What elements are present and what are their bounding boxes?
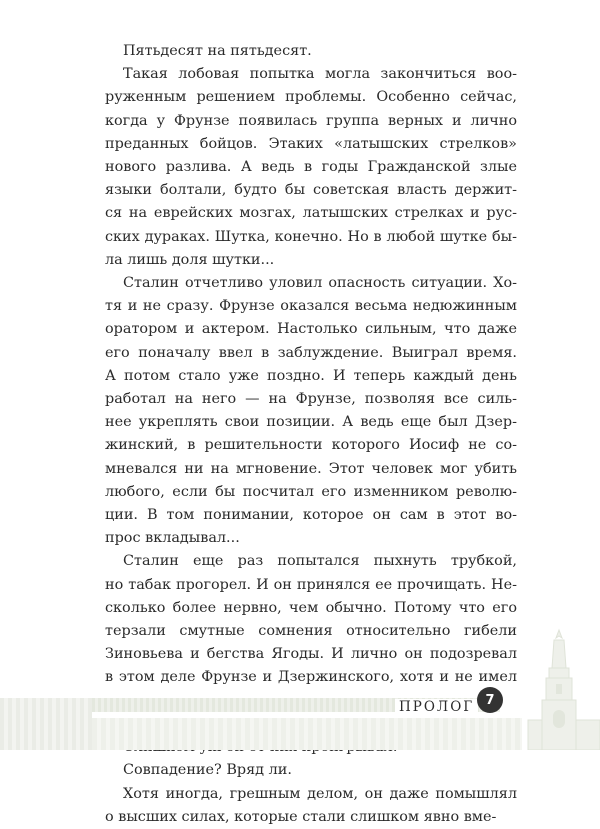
footer-ornament-left bbox=[0, 698, 92, 750]
text-line: руженным решением проблемы. Особенно сейчас, bbox=[105, 89, 517, 106]
text-line: Хотя иногда, грешным делом, он даже помышлял bbox=[123, 785, 517, 802]
text-line: Сталин отчетливо уловил опасность ситуации. Хо- bbox=[123, 275, 517, 292]
text-line: языки болтали, будто бы советская власть держит- bbox=[105, 182, 517, 199]
text-line: его поначалу ввел в заблуждение. Выиграл время. bbox=[105, 344, 517, 361]
text-line: ся на еврейских мозгах, латышских стрелках и рус- bbox=[105, 205, 517, 222]
text-line: но табак прогорел. И он принялся ее прочищать. Не- bbox=[105, 576, 517, 593]
paragraph bbox=[105, 272, 517, 550]
paragraph bbox=[105, 40, 517, 63]
text-line: оратором и актером. Настолько сильным, что даже bbox=[105, 321, 517, 338]
text-line: когда у Фрунзе появилась группа верных и лично bbox=[105, 112, 517, 129]
paragraph bbox=[105, 63, 517, 272]
text-line: Зиновьева и бегства Ягоды. И лично он подозревал bbox=[105, 646, 517, 663]
text-line: прос вкладывал... bbox=[105, 530, 240, 547]
text-line: ла лишь доля шутки... bbox=[105, 251, 275, 268]
kremlin-tower-icon bbox=[518, 628, 600, 750]
text-line: терзали смутные сомнения относительно гибели bbox=[105, 623, 517, 640]
text-line: любого, если бы посчитал его изменником револю- bbox=[105, 483, 517, 500]
text-line: сколько более нервно, чем обычно. Потому что его bbox=[105, 599, 517, 616]
text-line: ских дураках. Шутка, конечно. Но в любой шутке бы- bbox=[105, 228, 517, 245]
text-line: ции. В том понимании, которое он сам в этот во- bbox=[105, 507, 517, 524]
text-line: жинский, в решительности которого Иосиф не со- bbox=[105, 437, 517, 454]
text-line: преданных бойцов. Этаких «латышских стрелков» bbox=[105, 135, 517, 152]
text-line: в этом деле Фрунзе и Дзержинского, хотя и не имел bbox=[105, 669, 517, 686]
paragraph bbox=[105, 783, 517, 829]
text-line: о высших силах, которые стали слишком явно вме- bbox=[105, 808, 497, 825]
text-line: работал на него — на Фрунзе, позволяя все силь- bbox=[105, 391, 517, 408]
footer-ornament bbox=[0, 688, 600, 750]
text-line: Такая лобовая попытка могла закончиться воо- bbox=[123, 66, 517, 83]
paragraph bbox=[105, 759, 517, 782]
text-line: нового разлива. А ведь в годы Гражданской злые bbox=[105, 159, 517, 176]
footer-ornament-strip-lower bbox=[92, 718, 522, 750]
text-line: нее укреплять свои позиции. А ведь еще был Дзер- bbox=[105, 414, 517, 431]
text-line: Сталин еще раз попытался пыхнуть трубкой, bbox=[123, 553, 517, 570]
text-line: Совпадение? Вряд ли. bbox=[123, 762, 292, 779]
text-line: Пятьдесят на пятьдесят. bbox=[123, 43, 312, 59]
text-line: А потом стало уже поздно. И теперь каждый день bbox=[105, 367, 517, 384]
text-line: тя и не сразу. Фрунзе оказался весьма недюжинным bbox=[105, 298, 517, 315]
text-line: мневался ни на мгновение. Этот человек мог убить bbox=[105, 460, 517, 477]
running-head: ПРОЛОГ bbox=[395, 699, 478, 715]
page-number-badge: 7 bbox=[477, 687, 503, 713]
